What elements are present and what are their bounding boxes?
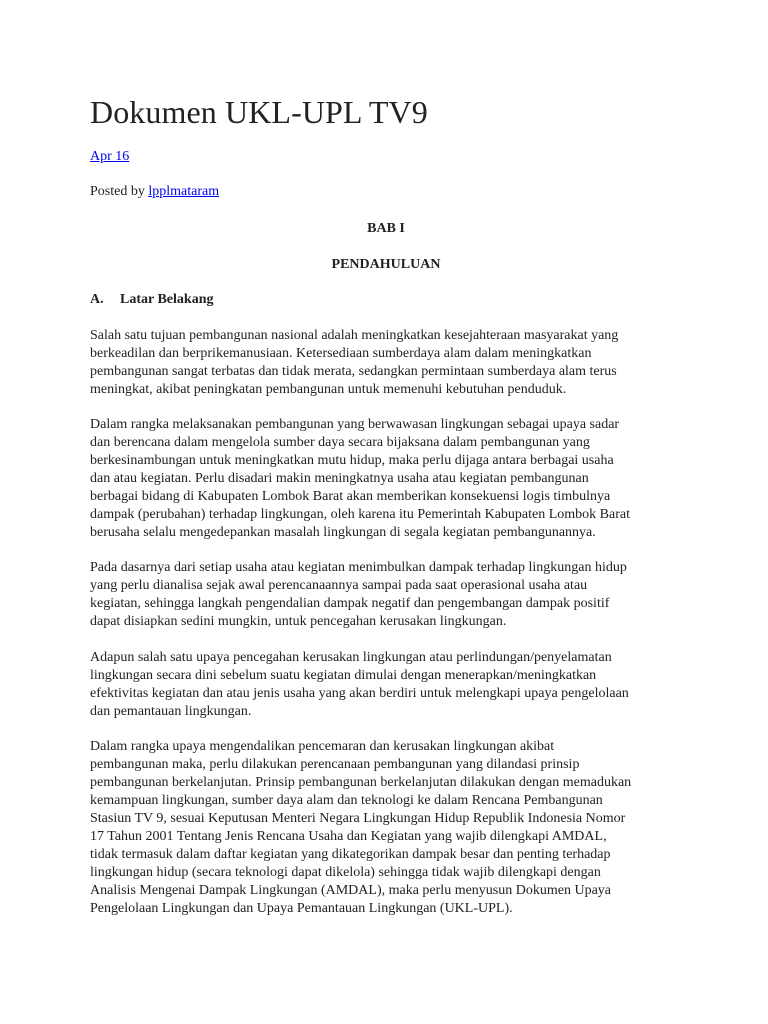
post-date bbox=[90, 148, 129, 166]
document-page bbox=[90, 92, 682, 916]
chapter-title: PENDAHULUAN bbox=[331, 257, 441, 272]
paragraph-line: Pengelolaan Lingkungan dan Upaya Pemantauan Lingkungan (UKL-UPL). bbox=[90, 901, 513, 916]
paragraph-line: Stasiun TV 9, sesuai Keputusan Menteri Negara Lingkungan Hidup Republik Indonesia Nomor bbox=[90, 811, 626, 826]
paragraph-line: dapat disiapkan sedini mungkin, untuk pencegahan kerusakan lingkungan. bbox=[90, 614, 507, 629]
chapter-number: BAB I bbox=[367, 221, 405, 236]
paragraph-line: Salah satu tujuan pembangunan nasional adalah meningkatkan kesejahteraan masyarakat yang bbox=[90, 328, 619, 343]
paragraph-2 bbox=[90, 416, 630, 542]
paragraph-line: pembangunan sangat terbatas dan tidak merata, sedangkan permintaan sumberdaya alam terus bbox=[90, 364, 617, 379]
paragraph-3 bbox=[90, 559, 627, 631]
section-heading bbox=[90, 291, 213, 309]
paragraph-line: berkeadilan dan berprikemanusiaan. Ketersediaan sumberdaya alam dalam meningkatkan bbox=[90, 346, 592, 361]
post-date-link[interactable]: Apr 16 bbox=[90, 149, 130, 164]
paragraph-line: pembangunan berkelanjutan. Prinsip pembangunan berkelanjutan dilakukan dengan memadukan bbox=[90, 775, 632, 790]
paragraph-line: Pada dasarnya dari setiap usaha atau kegiatan menimbulkan dampak terhadap lingkungan hidup bbox=[90, 560, 627, 575]
paragraph-line: kegiatan, sehingga langkah pengendalian dampak negatif dan pengembangan dampak positif bbox=[90, 596, 610, 611]
paragraph-line: efektivitas kegiatan dan atau jenis usaha yang akan berdiri untuk melengkapi upaya pengelolaan bbox=[90, 686, 629, 701]
paragraph-line: dan berencana dalam mengelola sumber daya secara bijaksana dalam pembangunan yang bbox=[90, 435, 590, 450]
paragraph-line: pembangunan maka, perlu dilakukan perencanaan pembangunan yang dilandasi prinsip bbox=[90, 757, 580, 772]
paragraph-line: tidak termasuk dalam daftar kegiatan yang dikategorikan dampak besar dan penting terhadap bbox=[90, 847, 611, 862]
post-byline bbox=[90, 183, 219, 201]
paragraph-line: 17 Tahun 2001 Tentang Jenis Rencana Usaha dan Kegiatan yang wajib dilengkapi AMDAL, bbox=[90, 829, 607, 844]
paragraph-line: berkesinambungan untuk meningkatkan mutu hidup, maka perlu dijaga antara berbagai usaha bbox=[90, 453, 614, 468]
paragraph-line: Dalam rangka upaya mengendalikan pencemaran dan kerusakan lingkungan akibat bbox=[90, 739, 555, 754]
paragraph-line: dan atau kegiatan. Perlu disadari makin meningkatnya usaha atau kegiatan pembangunan bbox=[90, 471, 589, 486]
page-title: Dokumen UKL-UPL TV9 bbox=[90, 94, 428, 130]
paragraph-1 bbox=[90, 327, 618, 399]
paragraph-line: berusaha selalu mengedepankan masalah lingkungan di segala kegiatan pembangunannya. bbox=[90, 525, 596, 540]
posted-by-label: Posted by bbox=[90, 184, 145, 199]
paragraph-5 bbox=[90, 738, 631, 918]
paragraph-line: berbagai bidang di Kabupaten Lombok Barat akan memberikan konsekuensi logis timbulnya bbox=[90, 489, 611, 504]
paragraph-line: kemampuan lingkungan, sumber daya alam dan teknologi ke dalam Rencana Pembangunan bbox=[90, 793, 603, 808]
paragraph-line: dampak (perubahan) terhadap lingkungan, oleh karena itu Pemerintah Kabupaten Lombok Barat bbox=[90, 507, 630, 522]
section-number: A. bbox=[90, 292, 104, 307]
paragraph-line: Dalam rangka melaksanakan pembangunan yang berwawasan lingkungan sebagai upaya sadar bbox=[90, 417, 620, 432]
paragraph-line: meningkat, akibat peningkatan pembangunan untuk memenuhi kebutuhan penduduk. bbox=[90, 382, 567, 397]
paragraph-line: dan pemantauan lingkungan. bbox=[90, 704, 252, 719]
paragraph-line: Adapun salah satu upaya pencegahan kerusakan lingkungan atau perlindungan/penyelamatan bbox=[90, 650, 612, 665]
paragraph-line: lingkungan hidup (secara teknologi dapat dikelola) sehingga tidak wajib dilengkapi dengan bbox=[90, 865, 601, 880]
section-title: Latar Belakang bbox=[120, 292, 214, 307]
author-link[interactable]: lpplmataram bbox=[148, 184, 220, 199]
paragraph-line: yang perlu dianalisa sejak awal perencanaannya sampai pada saat operasional usaha atau bbox=[90, 578, 588, 593]
paragraph-line: Analisis Mengenai Dampak Lingkungan (AMDAL), maka perlu menyusun Dokumen Upaya bbox=[90, 883, 611, 898]
paragraph-line: lingkungan secara dini sebelum suatu kegiatan dimulai dengan menerapkan/meningkatkan bbox=[90, 668, 597, 683]
paragraph-4 bbox=[90, 649, 629, 721]
